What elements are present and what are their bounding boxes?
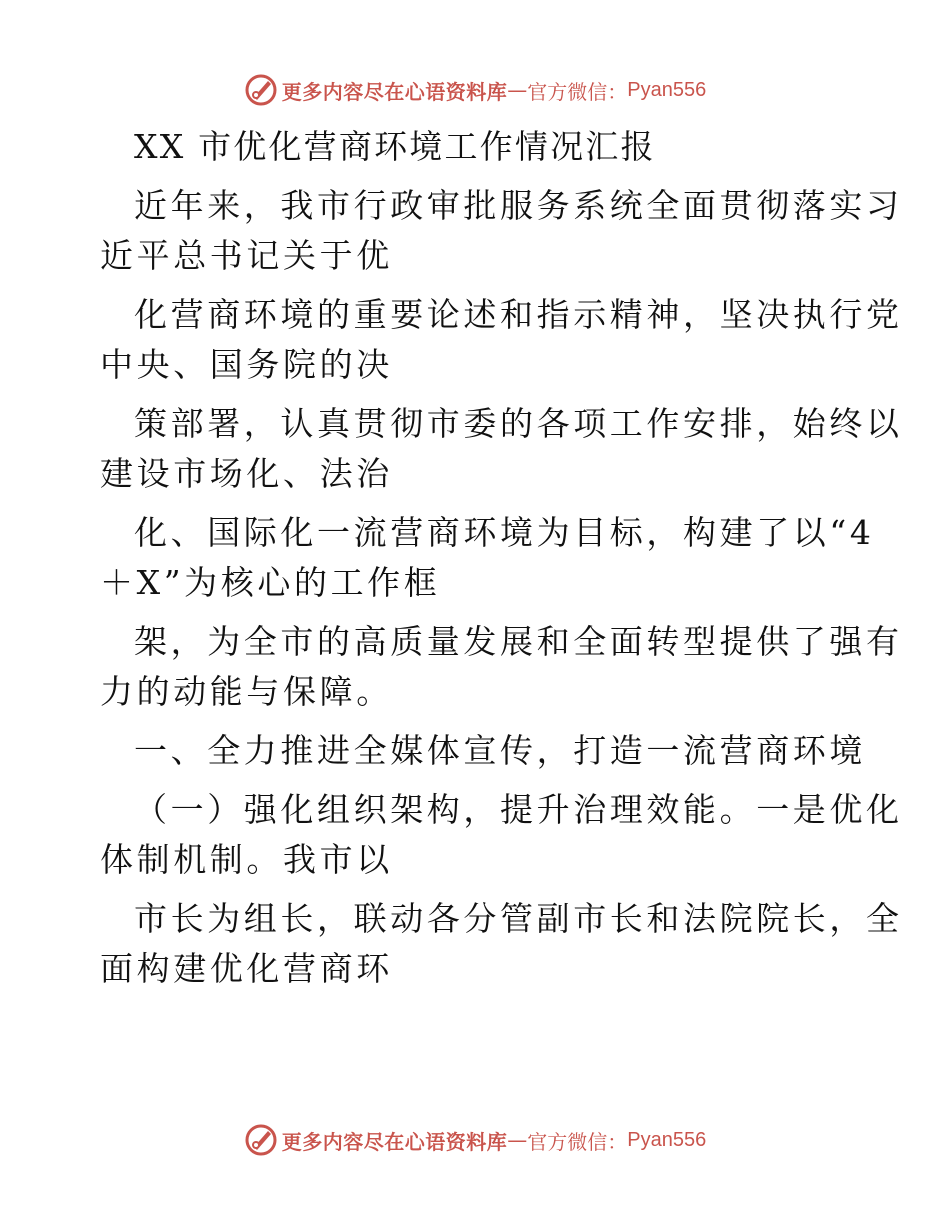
banner-text: 更多内容尽在心语资料库 [281, 1129, 508, 1154]
paragraph-line: 力的动能与保障。 [100, 672, 393, 711]
paragraph-line: 化、国际化一流营商环境为目标，构建了以“4 [134, 513, 875, 552]
header-banner [0, 70, 950, 110]
paragraph-line: 策部署，认真贯彻市委的各项工作安排，始终以 [134, 404, 903, 443]
paragraph-line: 架，为全市的高质量发展和全面转型提供了强有 [134, 622, 903, 661]
footer-banner [0, 1120, 950, 1160]
paragraph-line: （一）强化组织架构，提升治理效能。一是优化 [134, 790, 903, 829]
section-heading: 一、全力推进全媒体宣传，打造一流营商环境 [134, 731, 866, 770]
paragraph-line: 体制机制。我市以 [100, 840, 393, 879]
banner-text: 更多内容尽在心语资料库 [281, 79, 508, 104]
paragraph-line: 化营商环境的重要论述和指示精神，坚决执行党 [134, 295, 903, 334]
paragraph-line: 面构建优化营商环 [100, 949, 393, 988]
banner-wechat-id: Pyan556 [627, 1128, 707, 1151]
logo-icon [244, 73, 278, 107]
paragraph-line: 建设市场化、法治 [100, 454, 393, 493]
banner-wechat-id: Pyan556 [627, 78, 707, 101]
paragraph-line: 近年来，我市行政审批服务系统全面贯彻落实习 [134, 186, 903, 225]
paragraph-line: 近平总书记关于优 [100, 236, 393, 275]
paragraph-line: 中央、国务院的决 [100, 345, 393, 384]
paragraph-line: ＋X”为核心的工作框 [100, 563, 441, 602]
banner-dash: — [507, 78, 528, 102]
document-title: XX 市优化营商环境工作情况汇报 [134, 127, 656, 166]
document-body [100, 122, 903, 994]
banner-dash: — [507, 1128, 528, 1152]
banner-wechat-label: 官方微信： [527, 79, 628, 104]
banner-wechat-label: 官方微信： [527, 1129, 628, 1154]
logo-icon [244, 1123, 278, 1157]
paragraph-line: 市长为组长，联动各分管副市长和法院院长，全 [134, 899, 903, 938]
